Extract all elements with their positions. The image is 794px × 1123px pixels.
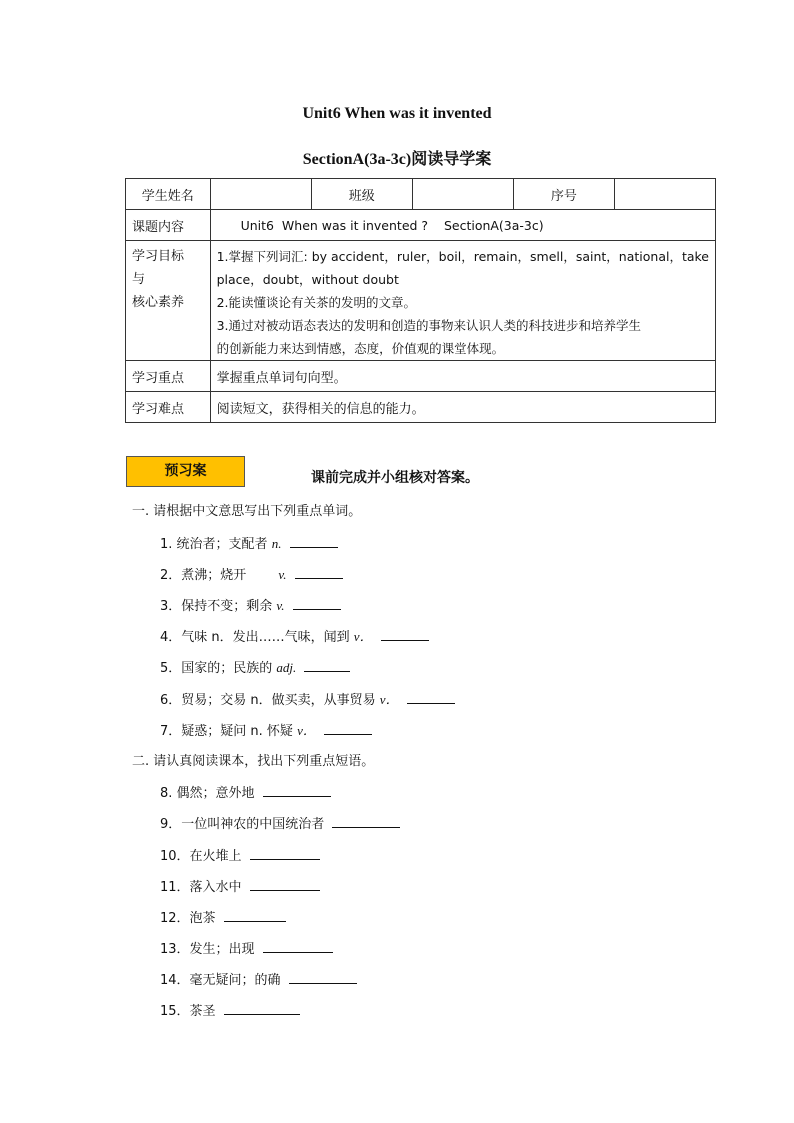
answer-blank[interactable]	[295, 566, 343, 579]
goal-line: 3.通过对被动语态表达的发明和创造的事物来认识人类的科技进步和培养学生	[216, 318, 642, 333]
table-row	[126, 241, 716, 361]
vocab-prompt: 6．贸易；交易 n．做买卖，从事贸易	[160, 693, 376, 708]
goals-content	[210, 241, 715, 361]
difficulty-value: 阅读短文，获得相关的信息的能力。	[210, 392, 715, 423]
preview-box: 预习案	[126, 456, 245, 487]
part-of-speech: v．	[379, 692, 399, 707]
phrase-item-8	[160, 782, 331, 801]
goal-line: 的创新能力来达到情感，态度，价值观的课堂体现。	[216, 341, 505, 356]
part-of-speech: v.	[278, 567, 287, 582]
vocab-item-1	[160, 533, 338, 552]
phrase-item-10	[160, 845, 320, 864]
phrase-item-14	[160, 969, 357, 988]
vocab-prompt: 5．国家的；民族的	[160, 661, 273, 676]
table-row	[126, 361, 716, 392]
topic-value: Unit6 When was it invented ? SectionA(3a-3c)	[210, 210, 715, 241]
part-of-speech: v．	[297, 723, 316, 738]
table-row	[126, 179, 716, 210]
goals-label-line: 核心素养	[132, 295, 185, 310]
document-subtitle: SectionA(3a-3c)阅读导学案	[302, 151, 492, 168]
difficulty-label: 学习难点	[126, 392, 211, 423]
vocab-prompt: 1. 统治者；支配者	[160, 537, 268, 552]
phrase-item-12	[160, 907, 286, 926]
topic-label: 课题内容	[126, 210, 211, 241]
part-of-speech: v.	[276, 598, 285, 613]
document-title: Unit6 When was it invented	[302, 105, 492, 122]
section-1-heading: 一. 请根据中文意思写出下列重点单词。	[132, 504, 362, 519]
answer-blank[interactable]	[289, 971, 357, 984]
vocab-prompt: 2．煮沸；烧开	[160, 568, 247, 583]
seat-no-field[interactable]	[614, 179, 715, 210]
vocab-item-4	[160, 626, 429, 645]
goals-label	[126, 241, 211, 361]
phrase-prompt: 8. 偶然；意外地	[160, 786, 255, 801]
vocab-item-7	[160, 720, 372, 739]
vocab-item-3	[160, 595, 341, 614]
key-points-value: 掌握重点单词句向型。	[210, 361, 715, 392]
info-table	[125, 178, 716, 423]
answer-blank[interactable]	[290, 535, 338, 548]
answer-blank[interactable]	[332, 815, 400, 828]
phrase-prompt: 13．发生；出现	[160, 942, 255, 957]
answer-blank[interactable]	[381, 628, 429, 641]
vocab-item-6	[160, 689, 455, 708]
phrase-prompt: 10．在火堆上	[160, 849, 242, 864]
class-label: 班级	[311, 179, 412, 210]
vocab-item-2	[160, 564, 343, 583]
phrase-item-9	[160, 813, 400, 832]
goal-line: place，doubt，without doubt	[216, 272, 399, 287]
preview-note: 课前完成并小组核对答案。	[311, 470, 479, 486]
vocab-item-5	[160, 657, 350, 676]
vocab-prompt: 7．疑惑；疑问 n. 怀疑	[160, 724, 293, 739]
phrase-prompt: 15．茶圣	[160, 1004, 216, 1019]
goal-line: 1.掌握下列词汇: by accident，ruler，boil，remain，smell，saint，national，take	[216, 249, 709, 264]
goal-line: 2.能读懂谈论有关茶的发明的文章。	[216, 295, 417, 310]
part-of-speech: n.	[271, 536, 282, 551]
answer-blank[interactable]	[304, 659, 350, 672]
answer-blank[interactable]	[263, 940, 333, 953]
part-of-speech: adj.	[276, 660, 297, 675]
table-row	[126, 392, 716, 423]
part-of-speech: v．	[353, 629, 373, 644]
vocab-prompt: 3．保持不变；剩余	[160, 599, 273, 614]
student-name-label: 学生姓名	[126, 179, 211, 210]
answer-blank[interactable]	[263, 784, 331, 797]
phrase-prompt: 12．泡茶	[160, 911, 216, 926]
answer-blank[interactable]	[293, 597, 341, 610]
answer-blank[interactable]	[250, 847, 320, 860]
answer-blank[interactable]	[224, 1002, 300, 1015]
phrase-prompt: 14．毫无疑问；的确	[160, 973, 281, 988]
answer-blank[interactable]	[224, 909, 286, 922]
phrase-item-15	[160, 1000, 300, 1019]
answer-blank[interactable]	[324, 722, 372, 735]
seat-no-label: 序号	[513, 179, 614, 210]
phrase-item-13	[160, 938, 333, 957]
vocab-prompt: 4．气味 n．发出……气味，闻到	[160, 630, 350, 645]
goals-label-line: 与	[132, 272, 146, 287]
phrase-prompt: 9．一位叫神农的中国统治者	[160, 817, 325, 832]
phrase-item-11	[160, 876, 320, 895]
goals-label-line: 学习目标	[132, 249, 185, 264]
answer-blank[interactable]	[250, 878, 320, 891]
key-points-label: 学习重点	[126, 361, 211, 392]
table-row	[126, 210, 716, 241]
class-field[interactable]	[412, 179, 513, 210]
answer-blank[interactable]	[407, 691, 455, 704]
phrase-prompt: 11．落入水中	[160, 880, 242, 895]
section-2-heading: 二. 请认真阅读课本，找出下列重点短语。	[132, 754, 375, 769]
student-name-field[interactable]	[210, 179, 311, 210]
